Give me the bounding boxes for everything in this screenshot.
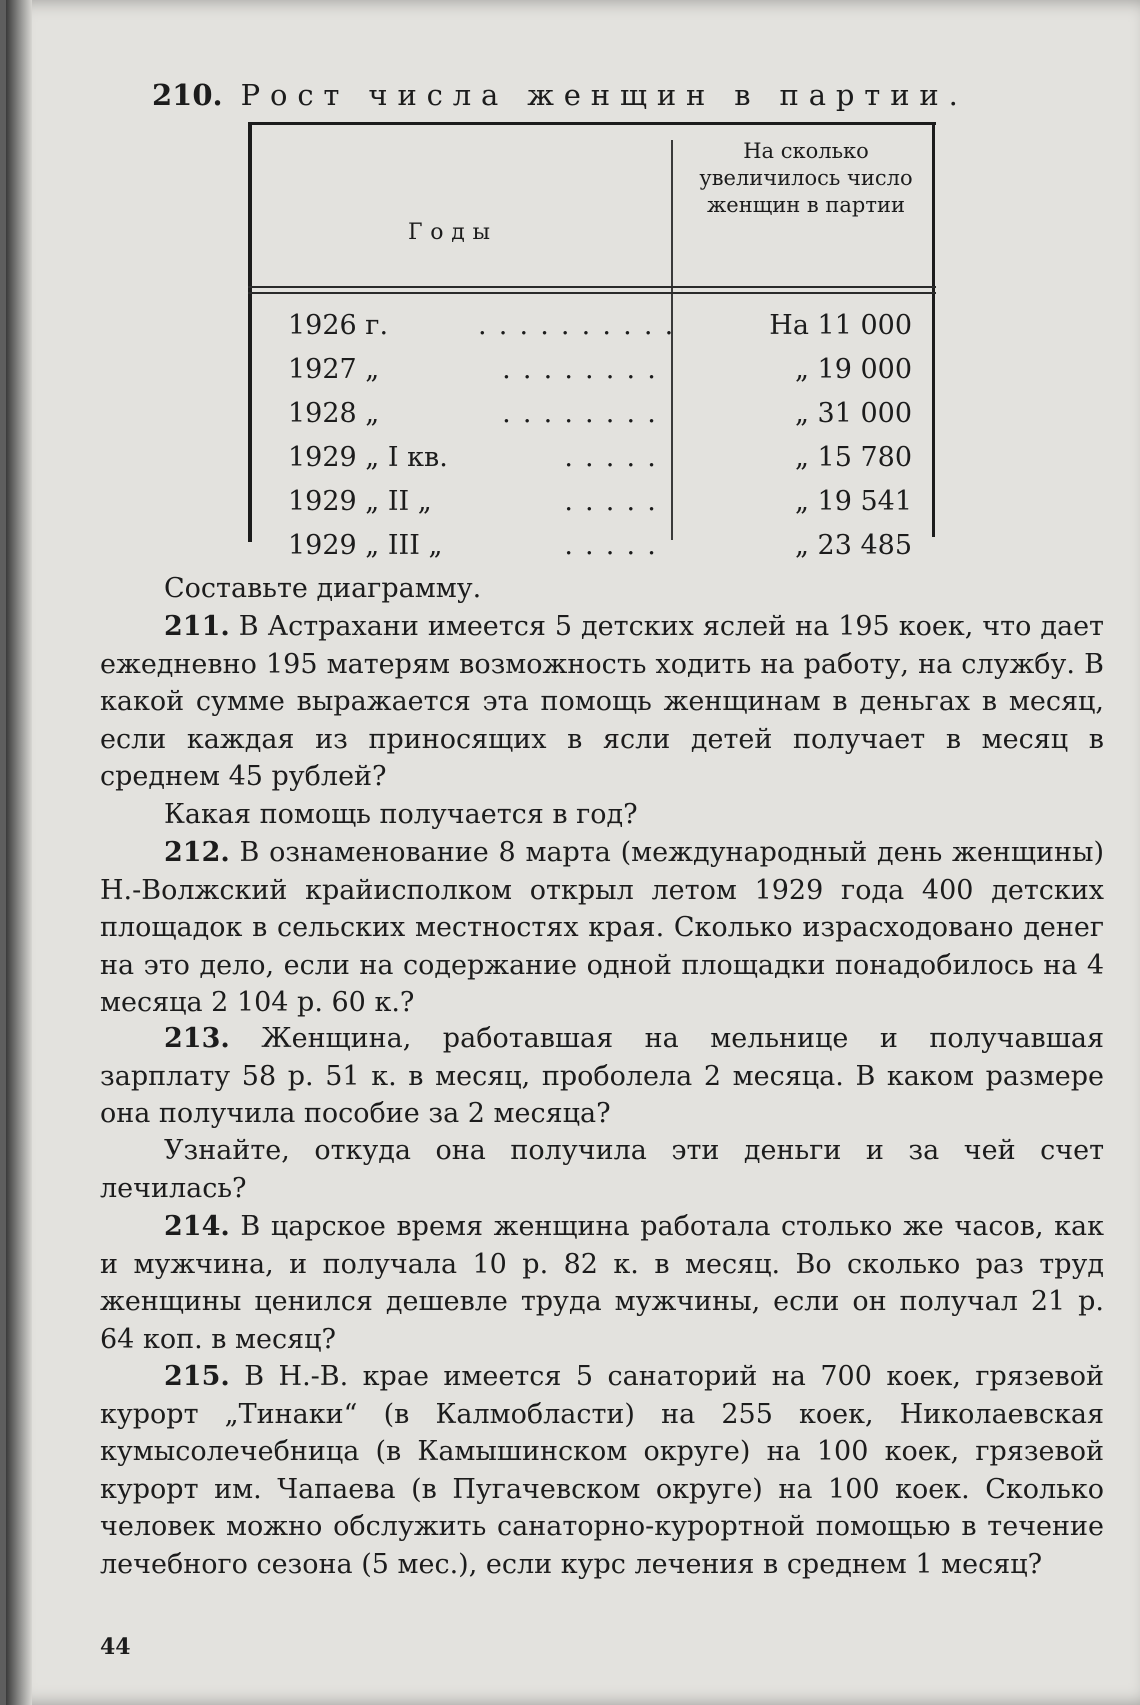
- problem-210-title: Рост числа женщин в партии.: [240, 78, 968, 112]
- row-year: 1926 г.: [288, 310, 389, 341]
- problem-210-task: Составьте диаграмму.: [164, 573, 482, 604]
- problem-211: [100, 608, 1104, 796]
- table-row: [288, 530, 928, 570]
- table-row: [288, 486, 928, 526]
- table-left-rule: [248, 122, 252, 542]
- problem-214-text: В царское время женщина работала столько же часов, как и мужчина, и получала 10 р. 82 к. в месяц. Во сколько раз труд женщины ценился дешевле труда мужчины, если он получал 21 р. 64 коп. в месяц?: [100, 1211, 1104, 1355]
- problem-212-text: В ознаменование 8 марта (международный день женщины) Н.-Волжский крайисполком открыл летом 1929 года 400 детских площадок в сельских местностях края. Сколько израсходовано денег на это дело, если на содержание одной площадки понадобилось на 4 месяца 2 104 р. 60 к.?: [100, 837, 1104, 1018]
- table-right-rule: [932, 122, 935, 537]
- problem-211-number: 211.: [164, 611, 230, 642]
- problem-215: [100, 1358, 1104, 1583]
- table-row: [288, 310, 928, 350]
- row-leader-dots: .....: [564, 486, 668, 517]
- table-top-rule: [248, 122, 936, 125]
- problem-213-number: 213.: [164, 1023, 230, 1054]
- row-year: 1929 „ III „: [288, 530, 443, 561]
- women-in-party-table: [248, 122, 936, 561]
- problem-215-text: В Н.-В. крае имеется 5 санаторий на 700 коек, грязевой курорт „Тинаки“ (в Калмобласти) на 255 коек, Николаевская кумысолечебница (в Камышинском округе) на 100 коек, грязевой курорт им. Чапаева (в Пугачевском округе) на 100 коек. Сколько человек можно обслужить санаторно-курортной помощью в течение лечебного сезона (5 мес.), если курс лечения в среднем 1 месяц?: [100, 1361, 1104, 1580]
- row-leader-dots: ........: [502, 354, 668, 385]
- problem-213: [100, 1020, 1104, 1133]
- problem-214: [100, 1208, 1104, 1358]
- row-value: „ 23 485: [794, 530, 912, 561]
- row-year: 1927 „: [288, 354, 380, 385]
- problem-211-followup: Какая помощь получается в год?: [164, 799, 638, 830]
- problem-213-followup: Узнайте, откуда она получила эти деньги и за чей счет лечилась?: [100, 1135, 1104, 1204]
- row-value: На 11 000: [769, 310, 912, 341]
- row-leader-dots: .....: [564, 442, 668, 473]
- row-leader-dots: .....: [564, 530, 668, 561]
- problem-214-number: 214.: [164, 1211, 230, 1242]
- row-year: 1929 „ I кв.: [288, 442, 448, 473]
- row-value: „ 19 000: [794, 354, 912, 385]
- page-gutter-shadow: [6, 0, 32, 1705]
- row-value: „ 31 000: [794, 398, 912, 429]
- row-leader-dots: ........: [502, 398, 668, 429]
- page-number: 44: [100, 1634, 131, 1660]
- row-year: 1928 „: [288, 398, 380, 429]
- row-year: 1929 „ II „: [288, 486, 432, 517]
- table-row: [288, 442, 928, 482]
- problem-213-text: Женщина, работавшая на мельнице и получавшая зарплату 58 р. 51 к. в месяц, проболела 2 месяца. В каком размере она получила пособие за 2 месяца?: [100, 1023, 1104, 1129]
- row-value: „ 15 780: [794, 442, 912, 473]
- table-header-rule-second: [248, 292, 936, 294]
- row-value: „ 19 541: [794, 486, 912, 517]
- row-leader-dots: ..........: [478, 310, 686, 341]
- book-page: [6, 0, 1140, 1705]
- table-row: [288, 398, 928, 438]
- table-row: [288, 354, 928, 394]
- problem-215-number: 215.: [164, 1361, 230, 1392]
- problem-210-heading: [152, 78, 968, 112]
- problem-212-number: 212.: [164, 837, 230, 868]
- column-header-increase: На сколько увеличилось число женщин в партии: [699, 139, 913, 217]
- column-header-years: Годы: [408, 220, 498, 245]
- table-header-rule: [248, 286, 936, 288]
- problem-212: [100, 834, 1104, 1022]
- problem-211-text: В Астрахани имеется 5 детских яслей на 195 коек, что дает ежедневно 195 матерям возможность ходить на работу, на службу. В какой сумме выражается эта помощь женщинам в деньгах в месяц, если каждая из приносящих в ясли детей получает в месяц в среднем 45 рублей?: [100, 611, 1104, 792]
- problem-210-number: 210.: [152, 78, 223, 112]
